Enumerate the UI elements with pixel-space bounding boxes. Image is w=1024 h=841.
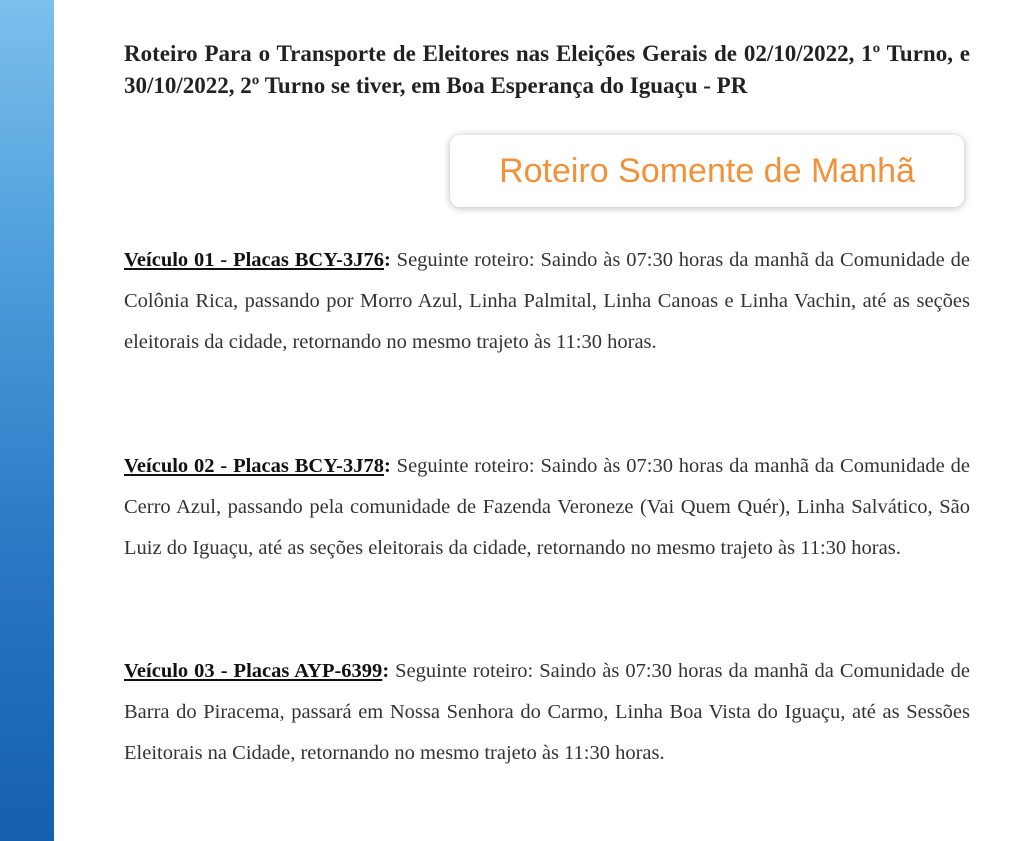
badge-text: Roteiro Somente de Manhã (499, 151, 915, 190)
vehicle-01-colon: : (383, 249, 391, 271)
vehicle-03-colon: : (382, 660, 390, 682)
morning-only-badge (450, 135, 964, 207)
document-header (124, 38, 970, 102)
vehicle-02-paragraph (124, 446, 970, 569)
vehicle-02-colon: : (383, 455, 391, 477)
vehicle-02-label: Veículo 02 - Placas BCY-3J78 (124, 455, 384, 477)
vehicle-01-route: Seguinte roteiro: Saindo às 07:30 horas da manhã da Comunidade de Colônia Rica, passando por Morro Azul, Linha Palmital, Linha Canoas e Linha Vachin, até as seções eleitorais da cidade, retornando no mesmo trajeto às 11:30 horas. (124, 249, 970, 353)
vehicle-03-label: Veículo 03 - Placas AYP-6399 (124, 660, 383, 682)
document-title: Roteiro Para o Transporte de Eleitores nas Eleições Gerais de 02/10/2022, 1º Turno, e 30/10/2022, 2º Turno se tiver, em Boa Esperança do Iguaçu - PR (124, 41, 970, 98)
vehicle-02-route: Seguinte roteiro: Saindo às 07:30 horas da manhã da Comunidade de Cerro Azul, passando pela comunidade de Fazenda Veroneze (Vai Quem Quér), Linha Salvático, São Luiz do Iguaçu, até as seções eleitorais da cidade, retornando no mesmo trajeto às 11:30 horas. (124, 455, 970, 559)
blue-side-bar (0, 0, 54, 841)
vehicle-03-paragraph (124, 651, 970, 774)
vehicle-01-paragraph (124, 240, 970, 363)
vehicle-01-label: Veículo 01 - Placas BCY-3J76 (124, 249, 384, 271)
vehicle-03-route: Seguinte roteiro: Saindo às 07:30 horas da manhã da Comunidade de Barra do Piracema, passará em Nossa Senhora do Carmo, Linha Boa Vista do Iguaçu, até as Sessões Eleitorais na Cidade, retornando no mesmo trajeto às 11:30 horas. (124, 660, 970, 764)
